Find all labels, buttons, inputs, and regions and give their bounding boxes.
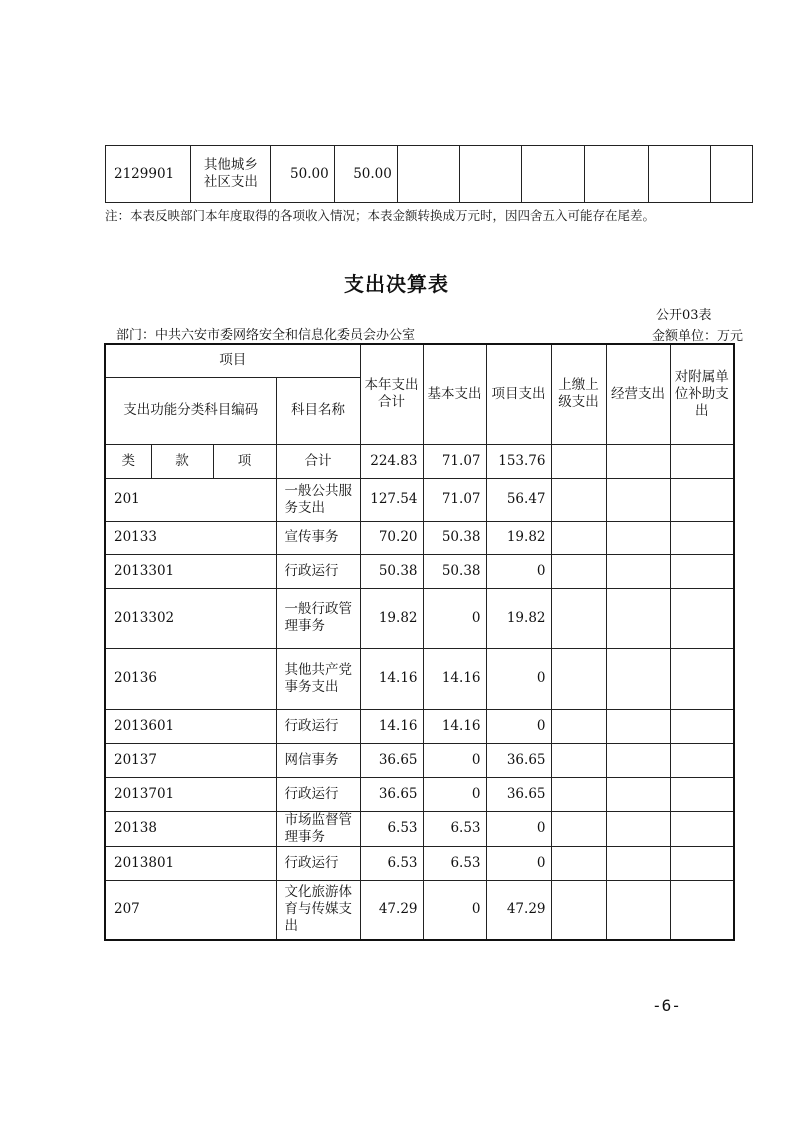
func-code: 201	[105, 478, 276, 521]
department-label: 部门：中共六安市委网络安全和信息化委员会办公室	[116, 328, 416, 343]
amount-basic: 0	[423, 743, 486, 777]
table-row	[105, 743, 734, 777]
empty-cell	[606, 709, 670, 743]
amount-project: 0	[486, 648, 551, 709]
empty-cell	[551, 521, 606, 554]
empty-cell	[670, 521, 734, 554]
header-lei: 类	[105, 444, 151, 478]
totals-row	[105, 444, 734, 478]
amount-project: 19.82	[486, 521, 551, 554]
empty-cell	[670, 743, 734, 777]
empty-cell	[460, 146, 522, 203]
header-project: 项目	[105, 344, 360, 377]
empty-cell	[710, 146, 752, 203]
header-func-code: 支出功能分类科目编码	[105, 377, 276, 444]
amount-basic: 50.38	[423, 554, 486, 588]
empty-cell	[606, 846, 670, 880]
amount-project: 47.29	[486, 880, 551, 940]
amount-total: 47.29	[360, 880, 423, 940]
total-amount: 224.83	[360, 444, 423, 478]
amount-basic: 6.53	[423, 811, 486, 846]
empty-cell	[606, 811, 670, 846]
total-basic: 71.07	[423, 444, 486, 478]
subject-name: 行政运行	[276, 846, 360, 880]
empty-cell	[585, 146, 648, 203]
empty-cell	[606, 478, 670, 521]
empty-cell	[670, 588, 734, 648]
func-code: 2013701	[105, 777, 276, 811]
empty-cell	[670, 777, 734, 811]
header-total: 本年支出合计	[360, 344, 423, 444]
table-row	[105, 880, 734, 940]
empty-cell	[551, 444, 606, 478]
amount-basic: 14.16	[423, 709, 486, 743]
empty-cell	[551, 743, 606, 777]
subject-name: 行政运行	[276, 554, 360, 588]
empty-cell	[670, 709, 734, 743]
empty-cell	[551, 648, 606, 709]
empty-cell	[606, 588, 670, 648]
table-row	[105, 521, 734, 554]
subject-name: 行政运行	[276, 777, 360, 811]
amount-basic: 14.16	[423, 648, 486, 709]
header-business: 经营支出	[606, 344, 670, 444]
amount-project: 36.65	[486, 743, 551, 777]
table-row	[105, 478, 734, 521]
amount-total: 127.54	[360, 478, 423, 521]
func-code: 2129901	[106, 146, 191, 203]
empty-cell	[606, 444, 670, 478]
amount-cell: 50.00	[271, 146, 334, 203]
header-project-exp: 项目支出	[486, 344, 551, 444]
empty-cell	[606, 880, 670, 940]
amount-basic: 6.53	[423, 846, 486, 880]
amount-basic: 50.38	[423, 521, 486, 554]
empty-cell	[670, 444, 734, 478]
amount-project: 0	[486, 846, 551, 880]
amount-total: 6.53	[360, 846, 423, 880]
amount-total: 36.65	[360, 743, 423, 777]
page-title: 支出决算表	[344, 272, 449, 296]
empty-cell	[551, 554, 606, 588]
amount-total: 6.53	[360, 811, 423, 846]
table-number: 公开03表	[656, 308, 712, 323]
table-row	[105, 777, 734, 811]
amount-basic: 0	[423, 880, 486, 940]
amount-basic: 0	[423, 588, 486, 648]
table-row	[105, 554, 734, 588]
subject-name: 行政运行	[276, 709, 360, 743]
header-basic: 基本支出	[423, 344, 486, 444]
table-row	[105, 648, 734, 709]
empty-cell	[648, 146, 710, 203]
empty-cell	[522, 146, 585, 203]
header-upper: 上缴上级支出	[551, 344, 606, 444]
empty-cell	[670, 811, 734, 846]
amount-project: 0	[486, 709, 551, 743]
amount-total: 14.16	[360, 709, 423, 743]
table-body	[105, 478, 734, 940]
amount-project: 36.65	[486, 777, 551, 811]
subject-name: 其他共产党事务支出	[276, 648, 360, 709]
subject-name: 网信事务	[276, 743, 360, 777]
amount-project: 0	[486, 554, 551, 588]
empty-cell	[551, 478, 606, 521]
amount-project: 0	[486, 811, 551, 846]
amount-project: 56.47	[486, 478, 551, 521]
unit-label: 金额单位：万元	[652, 329, 744, 344]
empty-cell	[551, 777, 606, 811]
table-note: 注：本表反映部门本年度取得的各项收入情况；本表金额转换成万元时，因四舍五入可能存在尾差。	[105, 208, 656, 223]
amount-basic: 71.07	[423, 478, 486, 521]
amount-total: 50.38	[360, 554, 423, 588]
subject-name: 其他城乡社区支出	[191, 146, 271, 203]
header-xiang: 项	[213, 444, 276, 478]
subject-name: 宣传事务	[276, 521, 360, 554]
func-code: 207	[105, 880, 276, 940]
table-row	[105, 709, 734, 743]
table-row	[106, 146, 753, 203]
subject-name: 一般公共服务支出	[276, 478, 360, 521]
income-table-continuation	[105, 145, 753, 203]
empty-cell	[670, 846, 734, 880]
func-code: 2013601	[105, 709, 276, 743]
func-code: 2013302	[105, 588, 276, 648]
subject-name: 文化旅游体育与传媒支出	[276, 880, 360, 940]
func-code: 20138	[105, 811, 276, 846]
amount-total: 19.82	[360, 588, 423, 648]
header-heji: 合计	[276, 444, 360, 478]
func-code: 20136	[105, 648, 276, 709]
expenditure-table	[104, 343, 735, 941]
table-row	[105, 846, 734, 880]
empty-cell	[670, 648, 734, 709]
func-code: 20137	[105, 743, 276, 777]
amount-total: 70.20	[360, 521, 423, 554]
amount-basic: 0	[423, 777, 486, 811]
empty-cell	[551, 588, 606, 648]
header-row	[105, 344, 734, 377]
func-code: 2013301	[105, 554, 276, 588]
empty-cell	[606, 648, 670, 709]
empty-cell	[551, 846, 606, 880]
empty-cell	[606, 554, 670, 588]
subject-name: 一般行政管理事务	[276, 588, 360, 648]
table-row	[105, 811, 734, 846]
empty-cell	[606, 521, 670, 554]
amount-project: 19.82	[486, 588, 551, 648]
func-code: 20133	[105, 521, 276, 554]
total-project: 153.76	[486, 444, 551, 478]
empty-cell	[606, 743, 670, 777]
header-subsidy: 对附属单位补助支出	[670, 344, 734, 444]
table-row	[105, 588, 734, 648]
amount-cell: 50.00	[334, 146, 397, 203]
empty-cell	[606, 777, 670, 811]
header-subject-name: 科目名称	[276, 377, 360, 444]
empty-cell	[670, 554, 734, 588]
func-code: 2013801	[105, 846, 276, 880]
empty-cell	[670, 880, 734, 940]
amount-total: 14.16	[360, 648, 423, 709]
empty-cell	[551, 709, 606, 743]
header-kuan: 款	[151, 444, 213, 478]
subject-name: 市场监督管理事务	[276, 811, 360, 846]
empty-cell	[551, 880, 606, 940]
page-number: -6-	[652, 996, 681, 1015]
empty-cell	[670, 478, 734, 521]
empty-cell	[551, 811, 606, 846]
empty-cell	[397, 146, 459, 203]
amount-total: 36.65	[360, 777, 423, 811]
